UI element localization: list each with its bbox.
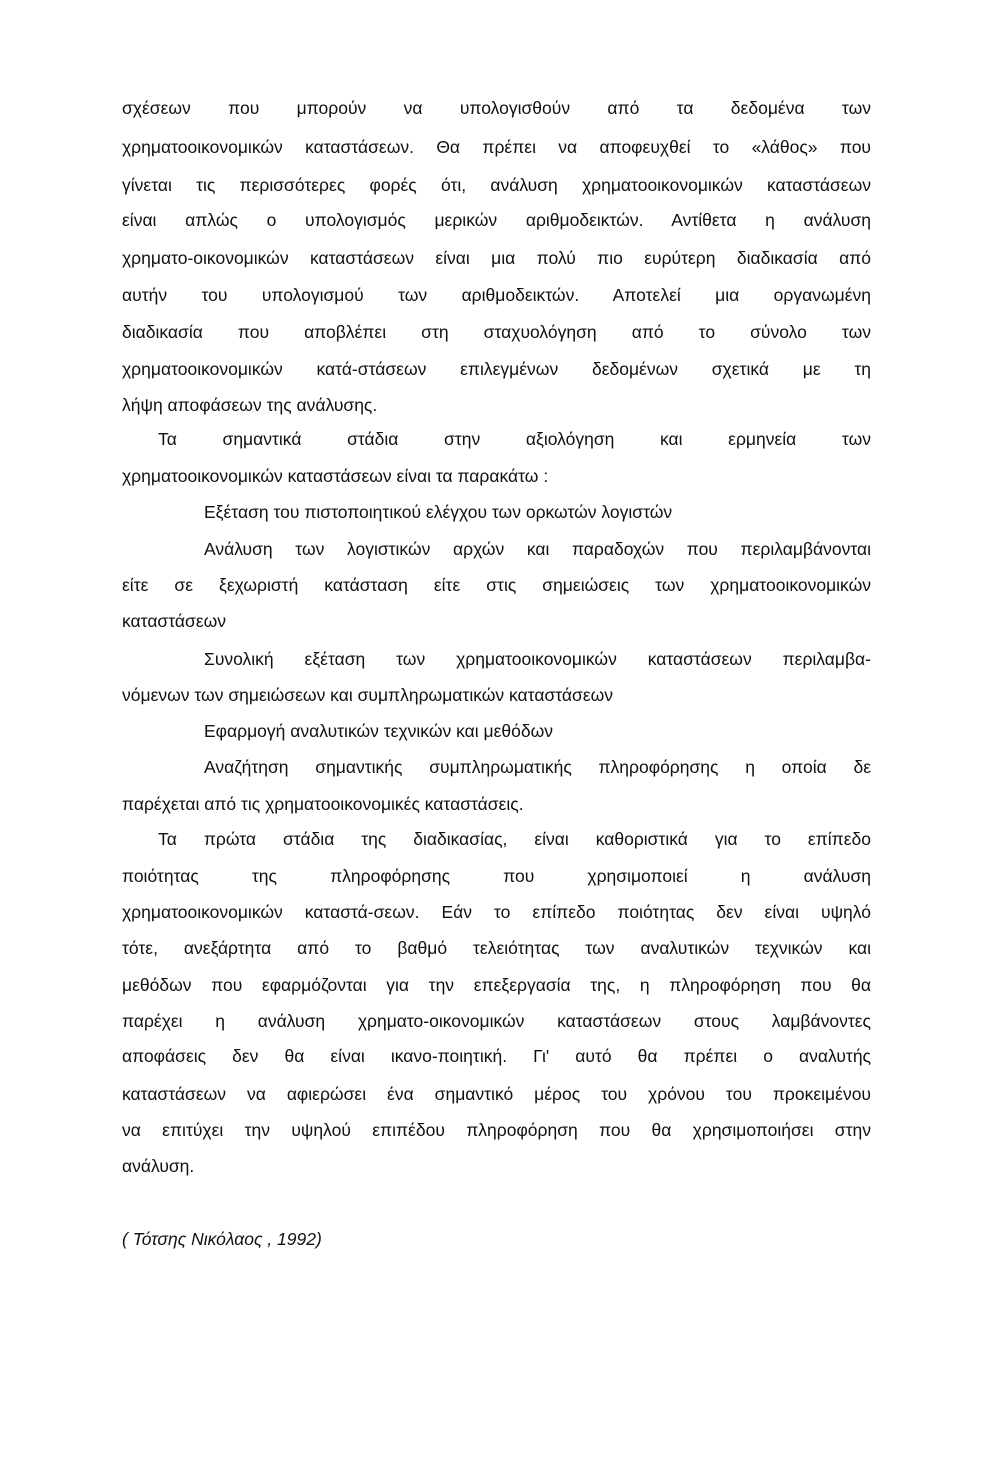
text-line: ανάλυση. [122,1156,195,1176]
text-line: σχέσεων που μπορούν να υπολογισθούν από τα δεδομένα των [122,98,871,118]
text-line: χρηματοοικονομικών καταστάσεων. Θα πρέπει να αποφευχθεί το «λάθος» που [122,137,871,157]
text-line: παρέχεται από τις χρηματοοικονομικές καταστάσεις. [122,794,524,814]
text-line: λήψη αποφάσεων της ανάλυσης. [122,395,378,415]
text-line: Τα πρώτα στάδια της διαδικασίας, είναι καθοριστικά για το επίπεδο [158,829,871,849]
text-line: παρέχει η ανάλυση χρηματο-οικονομικών καταστάσεων στους λαμβάνοντες [122,1011,871,1031]
text-line: ποιότητας της πληροφόρησης που χρησιμοποιεί η ανάλυση [122,866,871,886]
text-line: διαδικασία που αποβλέπει στη σταχυολόγηση από το σύνολο των [122,322,871,342]
text-line: καταστάσεων να αφιερώσει ένα σημαντικό μέρος του χρόνου του προκειμένου [122,1084,871,1104]
list-item: Εφαρμογή αναλυτικών τεχνικών και μεθόδων [204,721,554,741]
text-line: Τα σημαντικά στάδια στην αξιολόγηση και ερμηνεία των [158,429,871,449]
text-line: χρηματοοικονομικών καταστάσεων είναι τα παρακάτω : [122,466,549,486]
text-line: νόμενων των σημειώσεων και συμπληρωματικών καταστάσεων [122,685,614,705]
text-line: αποφάσεις δεν θα είναι ικανο-ποιητική. Γι' αυτό θα πρέπει ο αναλυτής [122,1046,871,1066]
text-line: χρηματο-οικονομικών καταστάσεων είναι μια πολύ πιο ευρύτερη διαδικασία από [122,248,871,268]
list-item: Ανάλυση των λογιστικών αρχών και παραδοχών που περιλαμβάνονται [204,539,871,559]
list-item: Εξέταση του πιστοποιητικού ελέγχου των ορκωτών λογιστών [204,502,673,522]
text-line: να επιτύχει την υψηλού επιπέδου πληροφόρηση που θα χρησιμοποιήσει στην [122,1120,871,1140]
text-line: χρηματοοικονομικών καταστά-σεων. Εάν το επίπεδο ποιότητας δεν είναι υψηλό [122,902,871,922]
text-line: είτε σε ξεχωριστή κατάσταση είτε στις σημειώσεις των χρηματοοικονομικών [122,575,871,595]
text-line: χρηματοοικονομικών κατά-στάσεων επιλεγμένων δεδομένων σχετικά με τη [122,359,871,379]
text-line: τότε, ανεξάρτητα από το βαθμό τελειότητας των αναλυτικών τεχνικών και [122,938,871,958]
text-line: μεθόδων που εφαρμόζονται για την επεξεργασία της, η πληροφόρηση που θα [122,975,871,995]
text-line: αυτήν του υπολογισμού των αριθμοδεικτών. Αποτελεί μια οργανωμένη [122,285,871,305]
text-line: γίνεται τις περισσότερες φορές ότι, ανάλυση χρηματοοικονομικών καταστάσεων [122,175,871,195]
citation: ( Τότσης Νικόλαος , 1992) [122,1229,322,1249]
list-item: Αναζήτηση σημαντικής συμπληρωματικής πληροφόρησης η οποία δε [204,757,871,777]
text-line: καταστάσεων [122,611,227,631]
list-item: Συνολική εξέταση των χρηματοοικονομικών καταστάσεων περιλαμβα- [204,649,871,669]
text-line: είναι απλώς ο υπολογισμός μερικών αριθμοδεικτών. Αντίθετα η ανάλυση [122,210,871,230]
